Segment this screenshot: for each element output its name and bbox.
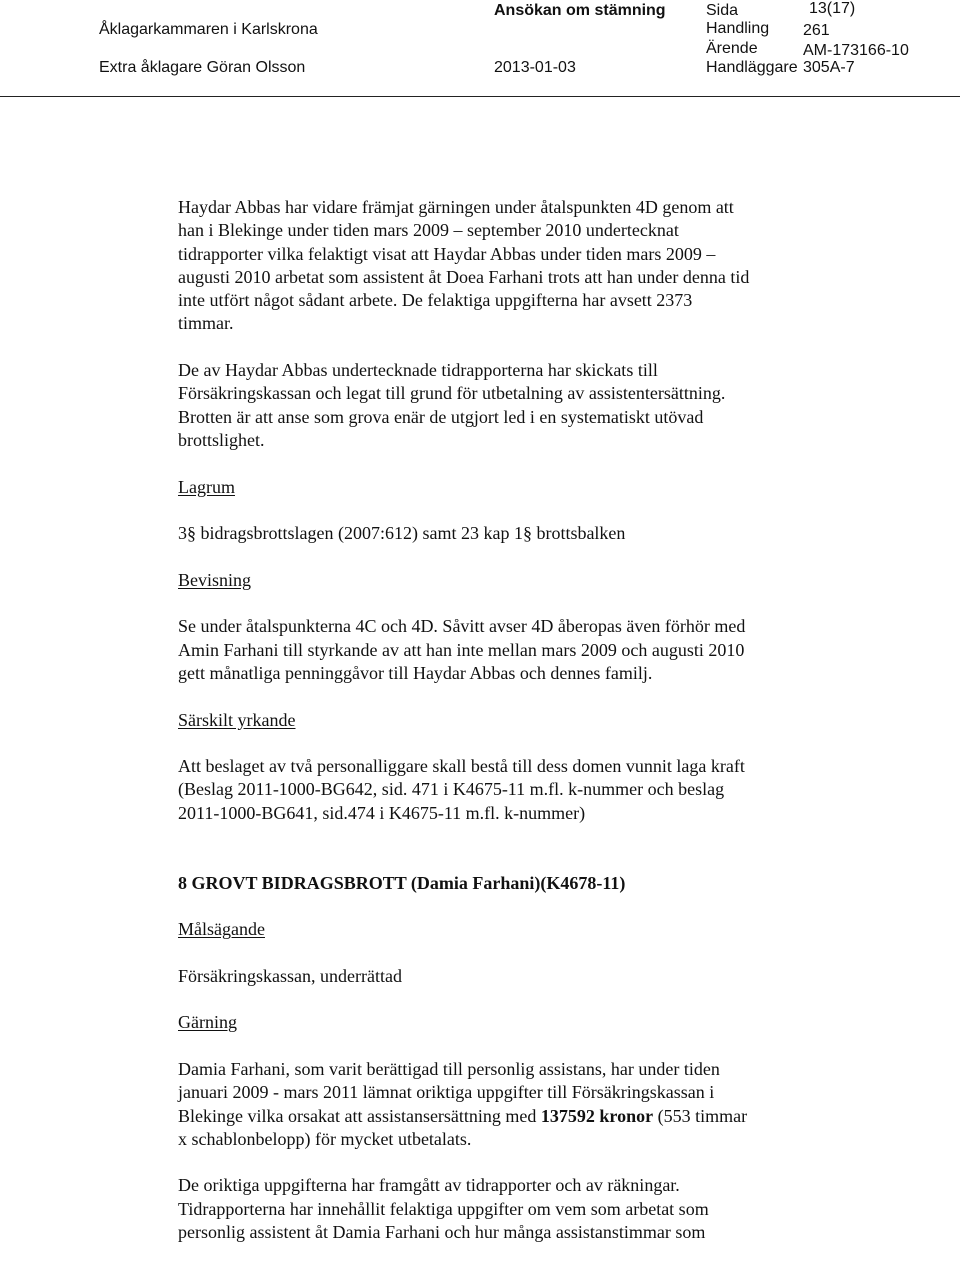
text-line: timmar. [178,313,234,334]
text-line: Damia Farhani, som varit berättigad till personlig assistans, har under tiden [178,1058,720,1079]
malsagande-heading: Målsägande [178,919,265,940]
paragraph-reports-incorrect [178,1174,838,1244]
amount-bold: 137592 kronor [540,1105,654,1126]
case-label: Ärende [706,40,758,57]
text-line: Haydar Abbas har vidare främjat gärningen under åtalspunkten 4D genom att [178,197,734,217]
lagrum-text: 3§ bidragsbrottslagen (2007:612) samt 23 kap 1§ brottsbalken [178,523,626,544]
garning-paragraph [178,1058,838,1151]
text-line: Brotten är att anse som grova enär de utgjort led i en systematiskt utövad [178,406,704,427]
handling-number: 261 [803,22,830,39]
garning-heading: Gärning [178,1012,237,1033]
lagrum-heading: Lagrum [178,476,235,497]
text-line: Amin Farhani till styrkande av att han inte mellan mars 2009 och augusti 2010 [178,639,745,660]
handling-label: Handling [706,20,770,37]
sarskilt-yrkande-paragraph [178,755,838,825]
text-segment: Blekinge vilka orsakat att assistansersättning med [178,1105,541,1126]
document-title: Ansökan om stämning [494,2,666,19]
page-header [0,0,960,97]
text-line: Tidrapporterna har innehållit felaktiga uppgifter om vem som arbetat som [178,1198,709,1219]
page-label: Sida [706,2,739,19]
text-line: De av Haydar Abbas undertecknade tidrapporterna har skickats till [178,360,658,381]
paragraph-reports [178,359,838,452]
text-line: Att beslaget av två personalliggare skall bestå till dess domen vunnit laga kraft [178,756,745,777]
sarskilt-yrkande-heading: Särskilt yrkande [178,709,296,730]
bevisning-heading: Bevisning [178,569,252,590]
text-line: han i Blekinge under tiden mars 2009 – september 2010 undertecknat [178,220,679,241]
text-line: 2011-1000-BG641, sid.474 i K4675-11 m.fl. k-nummer) [178,802,586,823]
case-number: AM-173166-10 [803,42,909,59]
text-line: inte utfört något sådant arbete. De felaktiga uppgifterna har avsett 2373 [178,290,693,311]
document-body [178,196,838,1268]
org-name: Åklagarkammaren i Karlskrona [99,21,318,38]
text-line: Försäkringskassan och legat till grund för utbetalning av assistentersättning. [178,383,726,404]
text-line: Se under åtalspunkterna 4C och 4D. Såvitt avser 4D åberopas även förhör med [178,616,746,637]
text-line: x schablonbelopp) för mycket utbetalats. [178,1128,472,1149]
text-line: personlig assistent åt Damia Farhani och hur många assistanstimmar som [178,1222,706,1243]
header-divider [0,96,960,97]
bevisning-paragraph [178,615,838,685]
section-8-title: 8 GROVT BIDRAGSBROTT (Damia Farhani)(K4678-11) [178,872,626,893]
paragraph-promotion [178,196,838,336]
prosecutor-name: Extra åklagare Göran Olsson [99,59,306,76]
text-line [178,1105,838,1128]
document-date: 2013-01-03 [494,59,576,76]
text-line: De oriktiga uppgifterna har framgått av tidrapporter och av räkningar. [178,1175,680,1196]
text-line: tidrapporter vilka felaktigt visat att Haydar Abbas under tiden mars 2009 – [178,243,716,264]
text-line: brottslighet. [178,429,265,450]
page-number: 13(17) [809,0,856,17]
text-line: januari 2009 - mars 2011 lämnat oriktiga uppgifter till Försäkringskassan i [178,1082,715,1103]
handler-label: Handläggare [706,59,798,76]
text-segment: (553 timmar [653,1105,748,1126]
text-line: (Beslag 2011-1000-BG642, sid. 471 i K4675-11 m.fl. k-nummer och beslag [178,779,725,800]
malsagande-text: Försäkringskassan, underrättad [178,965,402,986]
handler-code: 305A-7 [803,59,855,76]
text-line: gett månatliga penninggåvor till Haydar Abbas och dennes familj. [178,662,653,683]
text-line: augusti 2010 arbetat som assistent åt Doea Farhani trots att han under denna tid [178,266,750,287]
